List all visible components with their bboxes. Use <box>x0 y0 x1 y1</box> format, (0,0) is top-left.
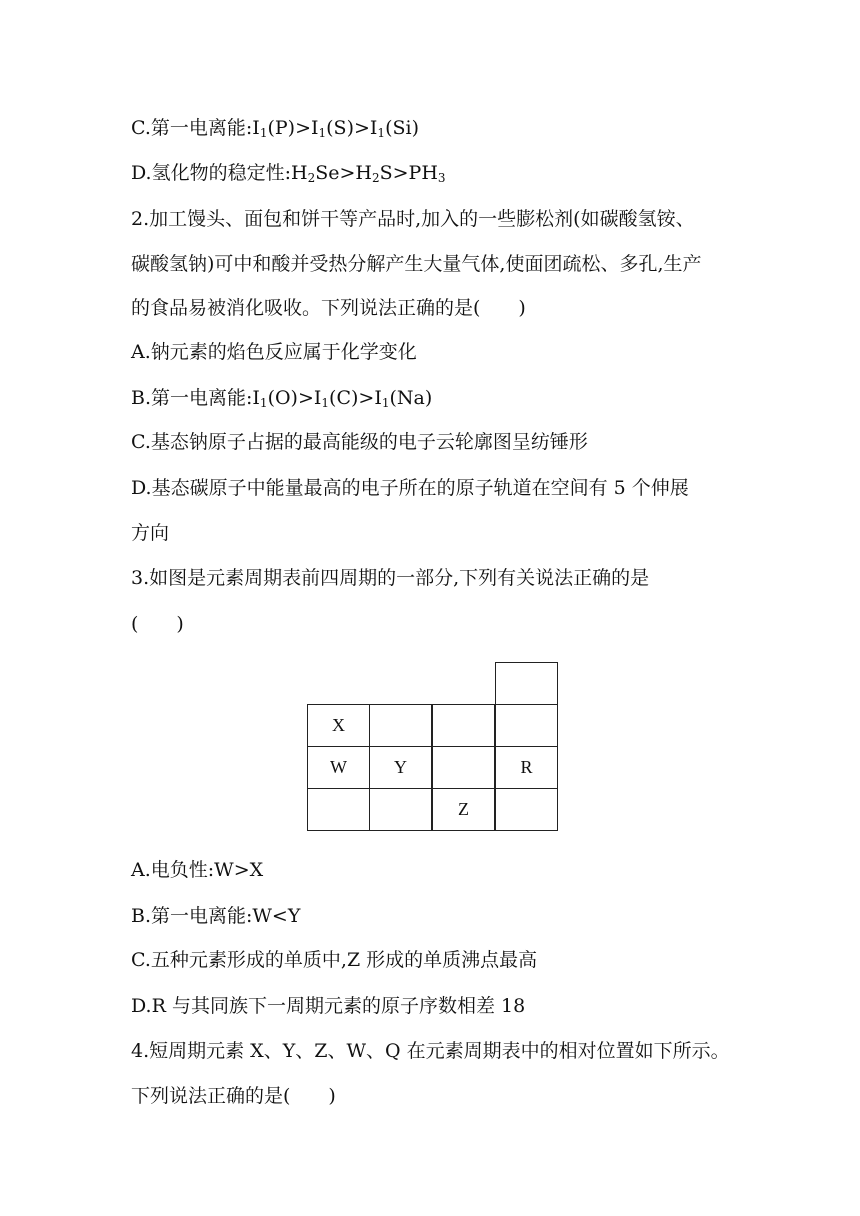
periodic-table-fragment <box>307 662 559 832</box>
table-cell <box>307 788 370 831</box>
question-3-option-d: D.R 与其同族下一周期元素的原子序数相差 18 <box>131 995 526 1017</box>
option-d-hydride-stability: D.氢化物的稳定性$:H_2Se>H_2S>PH_3$ <box>131 162 446 185</box>
question-2-option-b: B.第一电离能$:I_1(O)>I_1(C)>I_1(Na)$ <box>131 387 433 410</box>
question-3-option-b: B.第一电离能:W<Y <box>131 905 301 927</box>
question-4-line-1: 4.短周期元素 X、Y、Z、W、Q 在元素周期表中的相对位置如下所示。 <box>131 1040 730 1062</box>
table-cell <box>432 746 495 789</box>
table-cell-y: Y <box>369 746 432 789</box>
table-cell <box>369 704 432 747</box>
table-cell-x: X <box>307 704 370 747</box>
table-cell-z: Z <box>432 788 495 831</box>
table-cell <box>495 704 558 747</box>
table-cell-r: R <box>495 746 558 789</box>
table-cell <box>495 662 558 705</box>
question-4-line-2: 下列说法正确的是( ) <box>131 1085 336 1107</box>
question-2-option-d-line-2: 方向 <box>131 522 170 544</box>
table-cell <box>369 788 432 831</box>
question-2-option-d-line-1: D.基态碳原子中能量最高的电子所在的原子轨道在空间有 5 个伸展 <box>131 477 689 499</box>
question-2-option-c: C.基态钠原子占据的最高能级的电子云轮廓图呈纺锤形 <box>131 431 588 453</box>
question-2-line-2: 碳酸氢钠)可中和酸并受热分解产生大量气体,使面团疏松、多孔,生产 <box>131 253 702 275</box>
table-cell-w: W <box>307 746 370 789</box>
question-3-option-a: A.电负性:W>X <box>131 859 264 881</box>
question-2-line-1: 2.加工馒头、面包和饼干等产品时,加入的一些膨松剂(如碳酸氢铵、 <box>131 208 695 230</box>
table-cell <box>495 788 558 831</box>
question-3-line-2: ( ) <box>131 613 184 635</box>
question-2-option-a: A.钠元素的焰色反应属于化学变化 <box>131 341 417 363</box>
question-3-option-c: C.五种元素形成的单质中,Z 形成的单质沸点最高 <box>131 949 538 971</box>
question-2-line-3: 的食品易被消化吸收。下列说法正确的是( ) <box>131 297 526 319</box>
table-cell <box>432 704 495 747</box>
option-c-ionization: C.第一电离能$:I_1(P)>I_1(S)>I_1(Si)$ <box>131 117 419 140</box>
question-3-line-1: 3.如图是元素周期表前四周期的一部分,下列有关说法正确的是 <box>131 567 650 589</box>
